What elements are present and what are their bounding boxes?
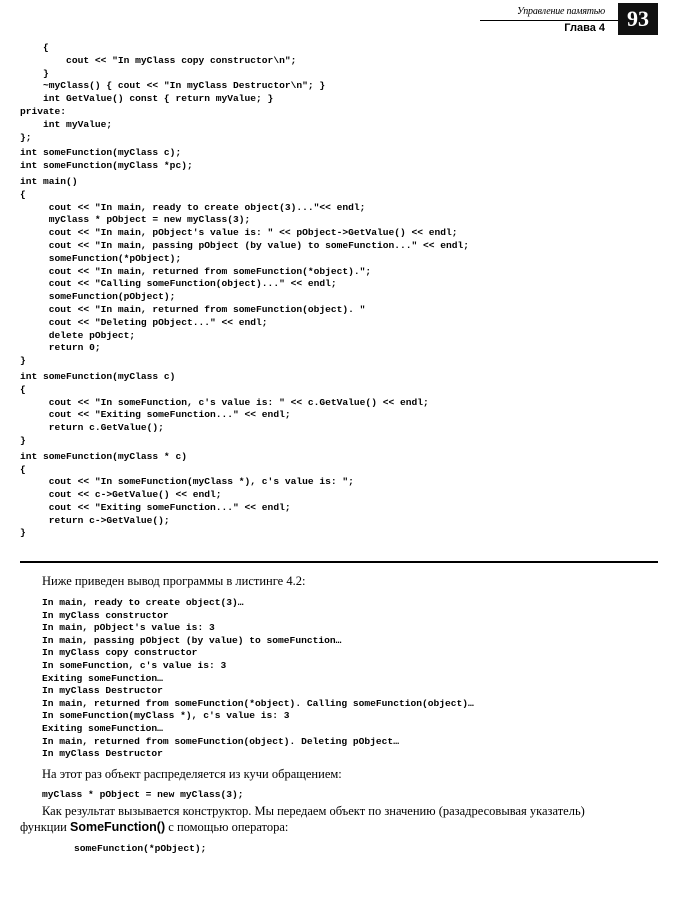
- code-line: {: [20, 188, 26, 200]
- final-code: someFunction(*pObject);: [74, 843, 207, 854]
- heap-code: myClass * pObject = new myClass(3);: [42, 789, 244, 800]
- program-output: [42, 597, 642, 761]
- code-line: {: [20, 463, 26, 475]
- constructor-para-line1: Как результат вызывается конструктор. Мы передаем объект по значению (разадресовывая указатель): [42, 804, 585, 818]
- code-line: cout << "Calling someFunction(object)..." << endl;: [20, 278, 337, 290]
- code-line: someFunction(pObject);: [20, 291, 176, 303]
- output-line: Exiting someFunction…: [42, 672, 163, 684]
- code-line: {: [20, 42, 49, 53]
- output-intro: Ниже приведен вывод программы в листинге 4.2:: [42, 574, 306, 588]
- code-line: cout << "Deleting pObject..." << endl;: [20, 316, 268, 328]
- code-line: int someFunction(myClass c);: [20, 147, 182, 159]
- running-header-chapter: Глава 4: [564, 22, 605, 34]
- code-line: return c->GetValue();: [20, 514, 170, 526]
- code-line: int myValue;: [20, 118, 113, 130]
- code-line: int someFunction(myClass * c): [20, 450, 187, 462]
- code-line: cout << "In main, returned from someFunction(*object).";: [20, 265, 372, 277]
- constructor-para-line2: [20, 819, 660, 835]
- code-line: ~myClass() { cout << "In myClass Destructor\n"; }: [20, 80, 326, 92]
- code-listing: [20, 42, 660, 540]
- code-line: cout << "In someFunction(myClass *), c's value is: ";: [20, 476, 354, 488]
- code-line: cout << "In someFunction, c's value is: " << c.GetValue() << endl;: [20, 396, 429, 408]
- code-line: cout << "Exiting someFunction..." << endl;: [20, 409, 291, 421]
- code-line: int someFunction(myClass *pc);: [20, 160, 193, 172]
- code-line: }: [20, 355, 26, 367]
- code-line: cout << "In main, ready to create object(3)..."<< endl;: [20, 201, 366, 213]
- page-number: 93: [618, 3, 658, 35]
- code-line: delete pObject;: [20, 329, 136, 341]
- code-line: myClass * pObject = new myClass(3);: [20, 214, 251, 226]
- heap-sentence: На этот раз объект распределяется из кучи обращением:: [42, 767, 342, 781]
- code-line: }: [20, 527, 26, 539]
- code-line: cout << c->GetValue() << endl;: [20, 489, 222, 501]
- output-line: In main, passing pObject (by value) to someFunction…: [42, 634, 342, 646]
- code-line: cout << "Exiting someFunction..." << endl;: [20, 501, 291, 513]
- output-line: In main, ready to create object(3)…: [42, 597, 244, 608]
- code-line: }: [20, 434, 26, 446]
- output-line: In main, returned from someFunction(object). Deleting pObject…: [42, 735, 399, 747]
- code-line: someFunction(*pObject);: [20, 252, 182, 264]
- header-rule: [480, 20, 618, 21]
- code-line: return c.GetValue();: [20, 422, 164, 434]
- code-line: {: [20, 383, 26, 395]
- constructor-para-text: функции: [20, 820, 70, 834]
- output-line: In main, pObject's value is: 3: [42, 622, 215, 634]
- output-line: In main, returned from someFunction(*object). Calling someFunction(object)…: [42, 697, 474, 709]
- code-line: cout << "In main, passing pObject (by value) to someFunction..." << endl;: [20, 239, 470, 251]
- code-line: }: [20, 67, 49, 79]
- listing-end-rule: [20, 561, 658, 563]
- code-line: cout << "In main, returned from someFunction(object). ": [20, 303, 366, 315]
- running-header-title: Управление памятью: [517, 6, 605, 17]
- code-line: int main(): [20, 175, 78, 187]
- code-line: cout << "In myClass copy constructor\n";: [20, 54, 297, 66]
- code-line: return 0;: [20, 342, 101, 354]
- output-line: In someFunction, c's value is: 3: [42, 659, 227, 671]
- output-line: In myClass constructor: [42, 609, 169, 621]
- output-line: Exiting someFunction…: [42, 722, 163, 734]
- code-line: private:: [20, 105, 67, 117]
- output-line: In myClass Destructor: [42, 748, 163, 760]
- output-line: In myClass Destructor: [42, 685, 163, 697]
- function-name: SomeFunction(): [70, 820, 166, 834]
- output-line: In myClass copy constructor: [42, 647, 198, 659]
- code-line: int someFunction(myClass c): [20, 370, 176, 382]
- code-line: };: [20, 131, 32, 143]
- code-line: int GetValue() const { return myValue; }: [20, 93, 274, 105]
- constructor-para-tail: с помощью оператора:: [165, 820, 289, 834]
- output-line: In someFunction(myClass *), c's value is: 3: [42, 710, 290, 722]
- code-line: cout << "In main, pObject's value is: " << pObject->GetValue() << endl;: [20, 227, 458, 239]
